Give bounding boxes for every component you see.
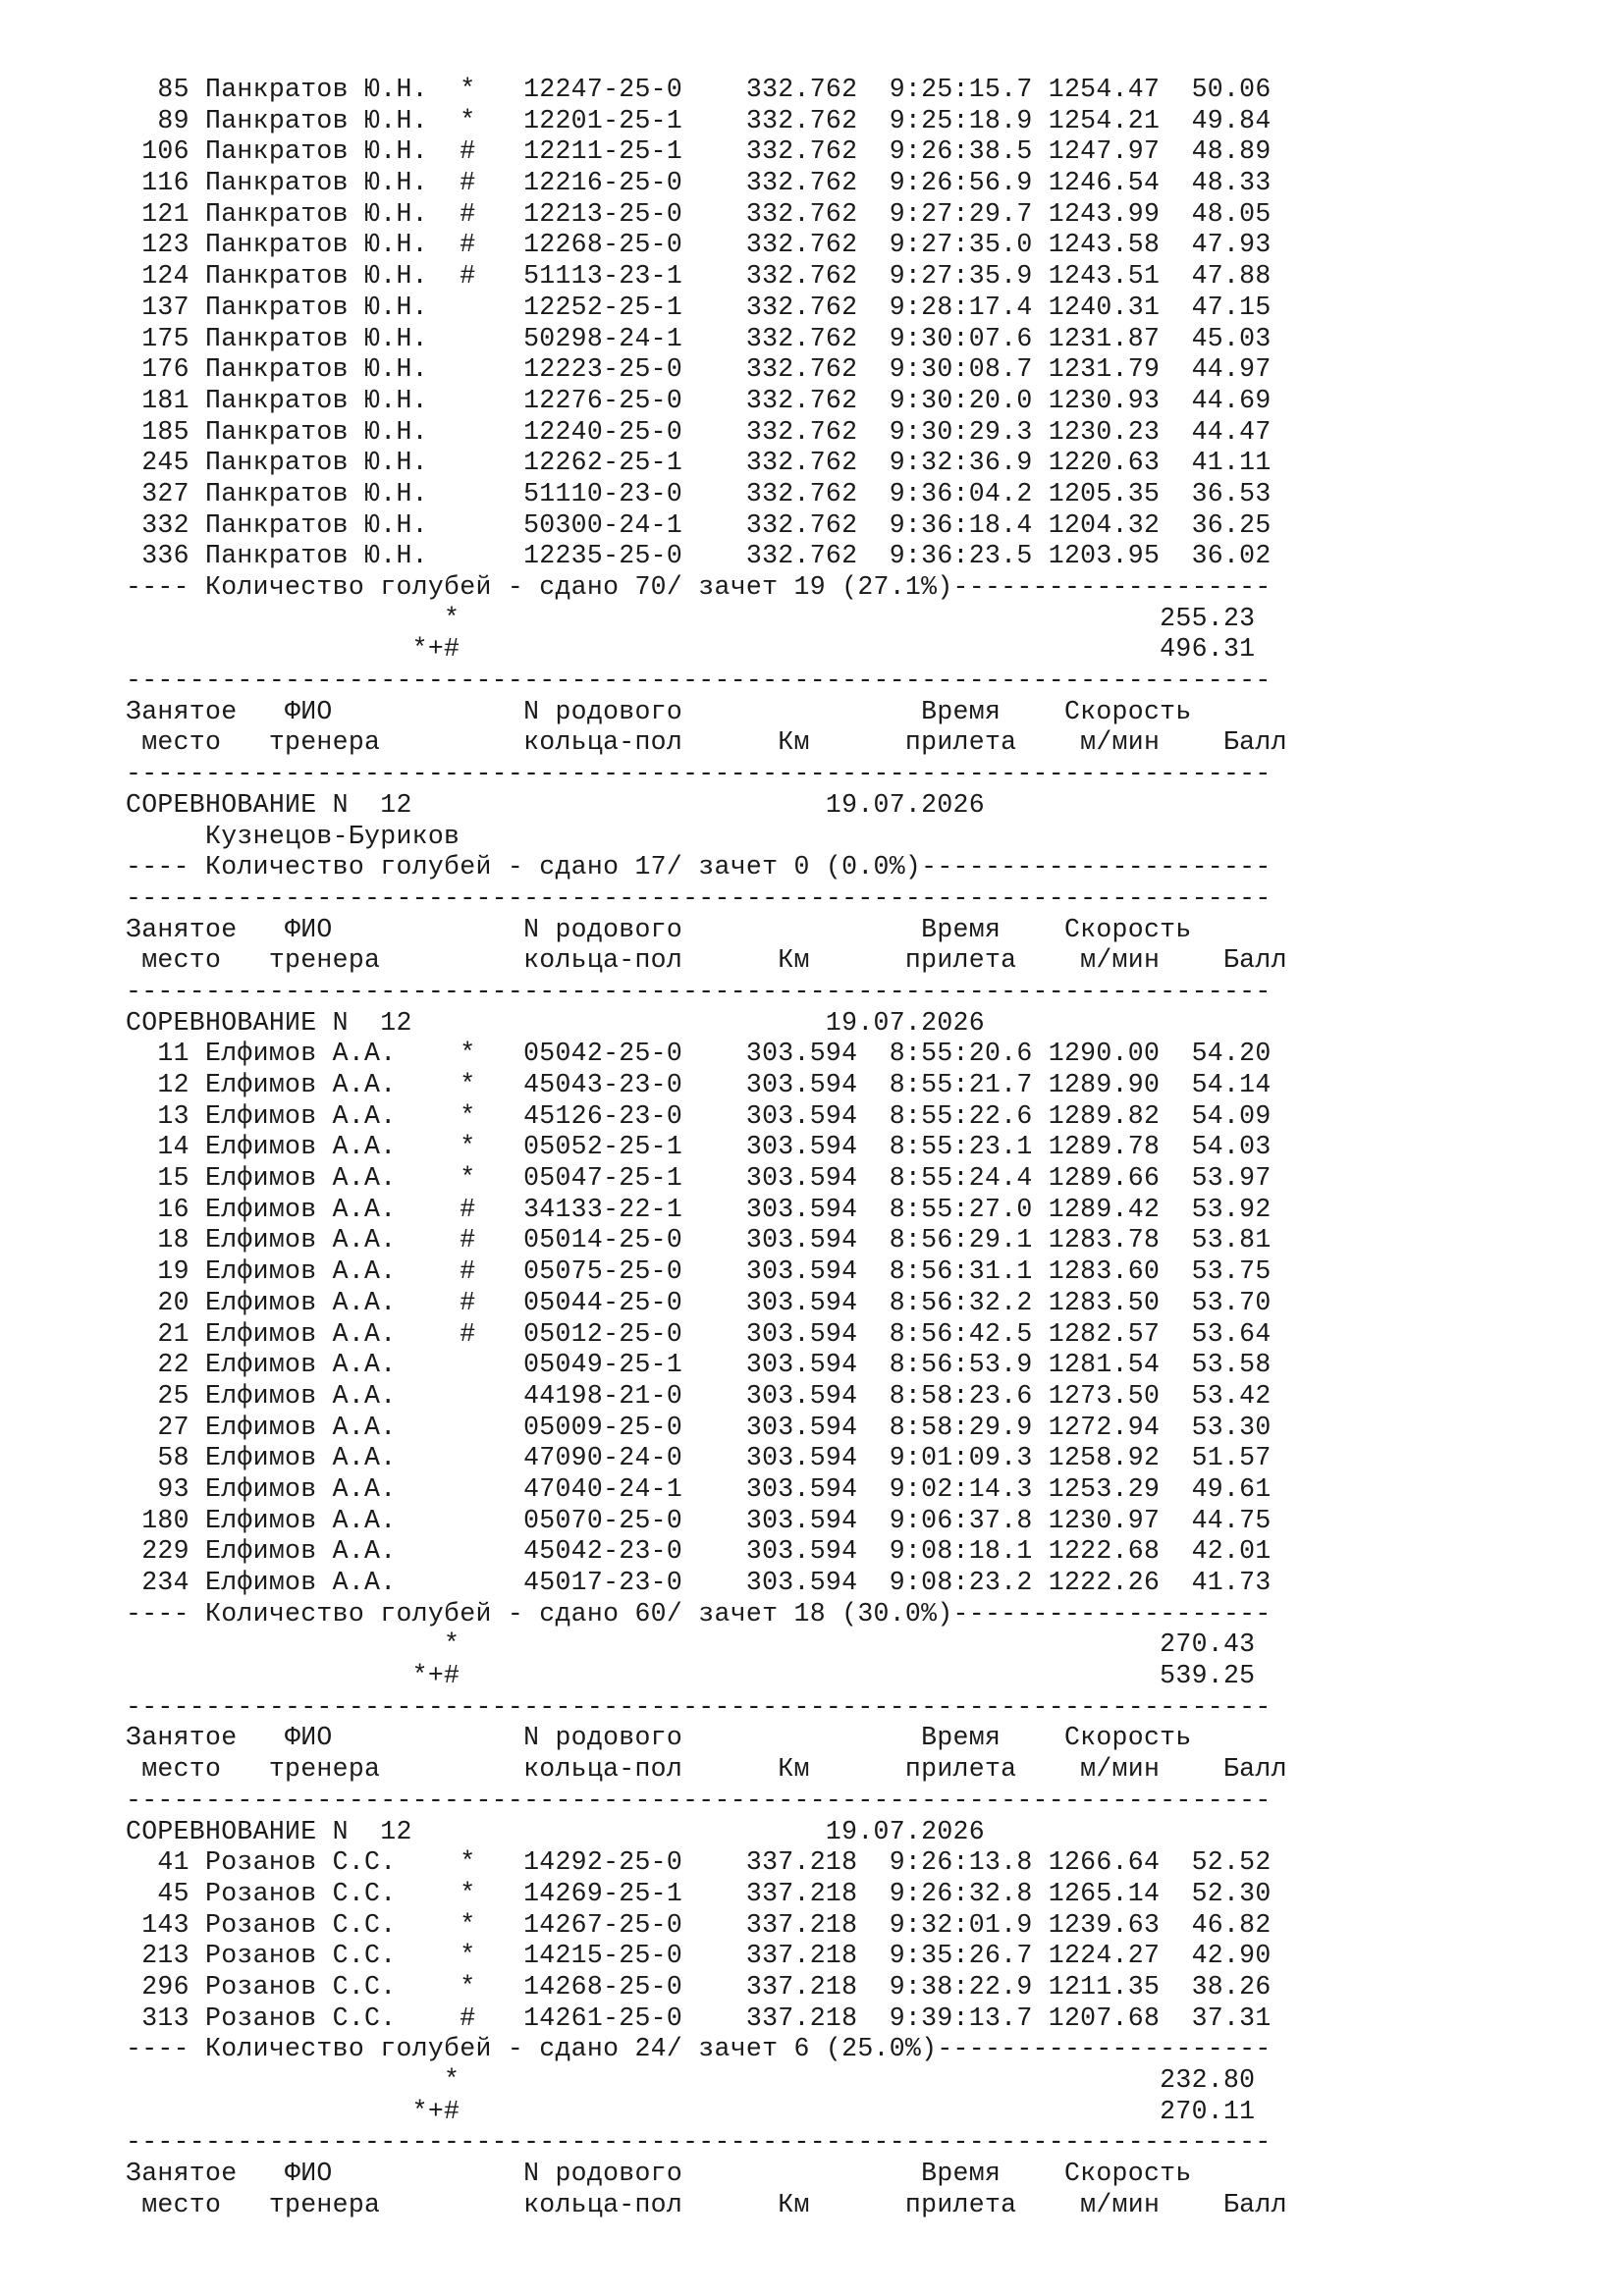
results-row: 18 Елфимов А.А. # 05014-25-0 303.594 8:56:29.1 1283.78 53.81 [126,1225,1272,1255]
column-header: Занятое ФИО N родового Время Скорость [126,1723,1192,1753]
column-header: Занятое ФИО N родового Время Скорость [126,2159,1192,2189]
separator-line: ------------------------------------------------------------------------ [126,1691,1272,1722]
separator-line: ------------------------------------------------------------------------ [126,2127,1272,2158]
total-score-line: * 270.43 [126,1629,1256,1660]
results-row: 175 Панкратов Ю.Н. 50298-24-1 332.762 9:30:07.6 1231.87 45.03 [126,323,1272,353]
pigeon-count-summary: ---- Количество голубей - сдано 60/ зачет 18 (30.0%)-------------------- [126,1598,1272,1629]
results-row: 58 Елфимов А.А. 47090-24-0 303.594 9:01:09.3 1258.92 51.57 [126,1443,1272,1473]
results-row: 296 Розанов С.С. * 14268-25-0 337.218 9:38:22.9 1211.35 38.26 [126,1971,1272,2002]
results-row: 25 Елфимов А.А. 44198-21-0 303.594 8:58:23.6 1273.50 53.42 [126,1380,1272,1411]
results-row: 137 Панкратов Ю.Н. 12252-25-1 332.762 9:28:17.4 1240.31 47.15 [126,292,1272,322]
pigeon-count-summary: ---- Количество голубей - сдано 70/ зачет 19 (27.1%)-------------------- [126,572,1272,602]
results-printout [126,75,1287,2220]
competition-header: СОРЕВНОВАНИЕ N 12 19.07.2026 [126,789,985,820]
separator-line: ------------------------------------------------------------------------ [126,759,1272,789]
separator-line: ------------------------------------------------------------------------ [126,1785,1272,1815]
results-row: 22 Елфимов А.А. 05049-25-1 303.594 8:56:53.9 1281.54 53.58 [126,1350,1272,1380]
separator-line: ------------------------------------------------------------------------ [126,882,1272,913]
results-row: 19 Елфимов А.А. # 05075-25-0 303.594 8:56:31.1 1283.60 53.75 [126,1256,1272,1287]
results-row: 41 Розанов С.С. * 14292-25-0 337.218 9:26:13.8 1266.64 52.52 [126,1847,1272,1878]
results-row: 181 Панкратов Ю.Н. 12276-25-0 332.762 9:30:20.0 1230.93 44.69 [126,385,1272,415]
results-row: 11 Елфимов А.А. * 05042-25-0 303.594 8:55:20.6 1290.00 54.20 [126,1039,1272,1069]
results-row: 16 Елфимов А.А. # 34133-22-1 303.594 8:55:27.0 1289.42 53.92 [126,1194,1272,1224]
results-row: 121 Панкратов Ю.Н. # 12213-25-0 332.762 9:27:29.7 1243.99 48.05 [126,198,1272,229]
results-row: 85 Панкратов Ю.Н. * 12247-25-0 332.762 9:25:15.7 1254.47 50.06 [126,75,1272,104]
results-row: 176 Панкратов Ю.Н. 12223-25-0 332.762 9:30:08.7 1231.79 44.97 [126,354,1272,385]
results-row: 245 Панкратов Ю.Н. 12262-25-1 332.762 9:32:36.9 1220.63 41.11 [126,448,1272,478]
separator-line: ------------------------------------------------------------------------ [126,666,1272,696]
total-score-line: *+# 270.11 [126,2096,1256,2126]
total-score-line: *+# 539.25 [126,1661,1256,1691]
pigeon-count-summary: ---- Количество голубей - сдано 24/ зачет 6 (25.0%)--------------------- [126,2034,1272,2064]
results-row: 124 Панкратов Ю.Н. # 51113-23-1 332.762 9:27:35.9 1243.51 47.88 [126,261,1272,292]
total-score-line: * 255.23 [126,603,1256,633]
results-row: 89 Панкратов Ю.Н. * 12201-25-1 332.762 9:25:18.9 1254.21 49.84 [126,105,1272,135]
results-row: 234 Елфимов А.А. 45017-23-0 303.594 9:08:23.2 1222.26 41.73 [126,1568,1272,1597]
column-header: место тренера кольца-пол Км прилета м/мин Балл [126,1754,1287,1785]
results-row: 20 Елфимов А.А. # 05044-25-0 303.594 8:56:32.2 1283.50 53.70 [126,1287,1272,1317]
pigeon-count-summary: ---- Количество голубей - сдано 17/ зачет 0 (0.0%)---------------------- [126,852,1272,882]
competition-header: СОРЕВНОВАНИЕ N 12 19.07.2026 [126,1007,985,1038]
results-row: 327 Панкратов Ю.Н. 51110-23-0 332.762 9:36:04.2 1205.35 36.53 [126,478,1272,508]
competition-header: СОРЕВНОВАНИЕ N 12 19.07.2026 [126,1816,985,1846]
column-header: место тренера кольца-пол Км прилета м/мин Балл [126,727,1287,758]
results-row: 336 Панкратов Ю.Н. 12235-25-0 332.762 9:36:23.5 1203.95 36.02 [126,541,1272,571]
results-row: 45 Розанов С.С. * 14269-25-1 337.218 9:26:32.8 1265.14 52.30 [126,1878,1272,1908]
results-row: 14 Елфимов А.А. * 05052-25-1 303.594 8:55:23.1 1289.78 54.03 [126,1132,1272,1162]
results-row: 332 Панкратов Ю.Н. 50300-24-1 332.762 9:36:18.4 1204.32 36.25 [126,509,1272,540]
results-row: 15 Елфимов А.А. * 05047-25-1 303.594 8:55:24.4 1289.66 53.97 [126,1163,1272,1194]
results-row: 13 Елфимов А.А. * 45126-23-0 303.594 8:55:22.6 1289.82 54.09 [126,1100,1272,1131]
total-score-line: *+# 496.31 [126,634,1256,665]
results-row: 185 Панкратов Ю.Н. 12240-25-0 332.762 9:30:29.3 1230.23 44.47 [126,416,1272,447]
total-score-line: * 232.80 [126,2065,1256,2095]
column-header: Занятое ФИО N родового Время Скорость [126,696,1192,726]
results-row: 106 Панкратов Ю.Н. # 12211-25-1 332.762 9:26:38.5 1247.97 48.89 [126,136,1272,167]
results-row: 313 Розанов С.С. # 14261-25-0 337.218 9:39:13.7 1207.68 37.31 [126,2002,1272,2033]
results-row: 123 Панкратов Ю.Н. # 12268-25-0 332.762 9:27:35.0 1243.58 47.93 [126,230,1272,260]
results-row: 229 Елфимов А.А. 45042-23-0 303.594 9:08:18.1 1222.68 42.01 [126,1536,1272,1567]
column-header: место тренера кольца-пол Км прилета м/мин Балл [126,2189,1287,2219]
results-row: 21 Елфимов А.А. # 05012-25-0 303.594 8:56:42.5 1282.57 53.64 [126,1318,1272,1349]
results-row: 93 Елфимов А.А. 47040-24-1 303.594 9:02:14.3 1253.29 49.61 [126,1473,1272,1504]
results-row: 12 Елфимов А.А. * 45043-23-0 303.594 8:55:21.7 1289.90 54.14 [126,1070,1272,1099]
results-row: 180 Елфимов А.А. 05070-25-0 303.594 9:06:37.8 1230.97 44.75 [126,1505,1272,1535]
results-row: 27 Елфимов А.А. 05009-25-0 303.594 8:58:29.9 1272.94 53.30 [126,1412,1272,1442]
column-header: Занятое ФИО N родового Время Скорость [126,914,1192,944]
results-row: 116 Панкратов Ю.Н. # 12216-25-0 332.762 9:26:56.9 1246.54 48.33 [126,168,1272,198]
loft-name: Кузнецов-Буриков [126,821,460,851]
column-header: место тренера кольца-пол Км прилета м/мин Балл [126,945,1287,976]
separator-line: ------------------------------------------------------------------------ [126,976,1272,1006]
results-row: 143 Розанов С.С. * 14267-25-0 337.218 9:32:01.9 1239.63 46.82 [126,1909,1272,1940]
results-row: 213 Розанов С.С. * 14215-25-0 337.218 9:35:26.7 1224.27 42.90 [126,1941,1272,1971]
